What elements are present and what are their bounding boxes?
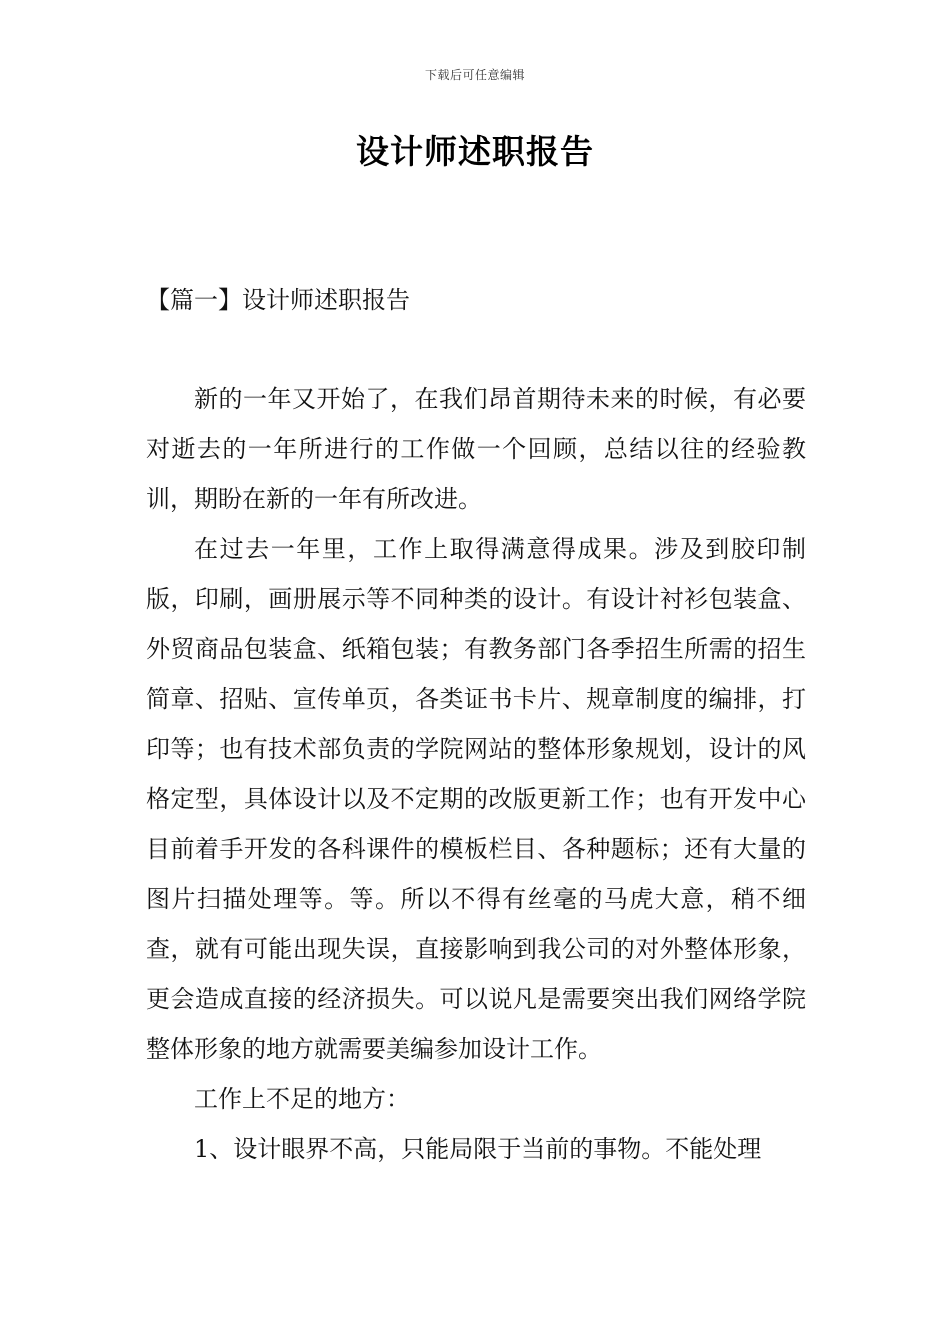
paragraph-achievements: 在过去一年里，工作上取得满意得成果。涉及到胶印制版，印刷，画册展示等不同种类的设计。有设计衬衫包装盒、外贸商品包装盒、纸箱包装；有教务部门各季招生所需的招生简章、招贴、宣传单页，各类证书卡片、规章制度的编排，打印等；也有技术部负责的学院网站的整体形象规划，设计的风格定型，具体设计以及不定期的改版更新工作；也有开发中心目前着手开发的各科课件的模板栏目、各种题标；还有大量的图片扫描处理等。等。所以不得有丝毫的马虎大意，稍不细查，就有可能出现失误，直接影响到我公司的对外整体形象，更会造成直接的经济损失。可以说凡是需要突出我们网络学院整体形象的地方就需要美编参加设计工作。 (146, 535, 806, 1063)
document-title: 设计师述职报告 (356, 132, 594, 171)
paragraph-intro: 新的一年又开始了，在我们昂首期待未来的时候，有必要对逝去的一年所进行的工作做一个回顾，总结以往的经验教训，期盼在新的一年有所改进。 (146, 385, 806, 513)
paragraph-shortcomings-heading: 工作上不足的地方： (194, 1085, 410, 1113)
paragraph-shortcoming-1: 1、设计眼界不高，只能局限于当前的事物。不能处理 (194, 1135, 762, 1163)
page-header-note: 下载后可任意编辑 (424, 68, 525, 82)
document-body (146, 374, 806, 1174)
section-heading: 【篇一】设计师述职报告 (146, 286, 410, 314)
